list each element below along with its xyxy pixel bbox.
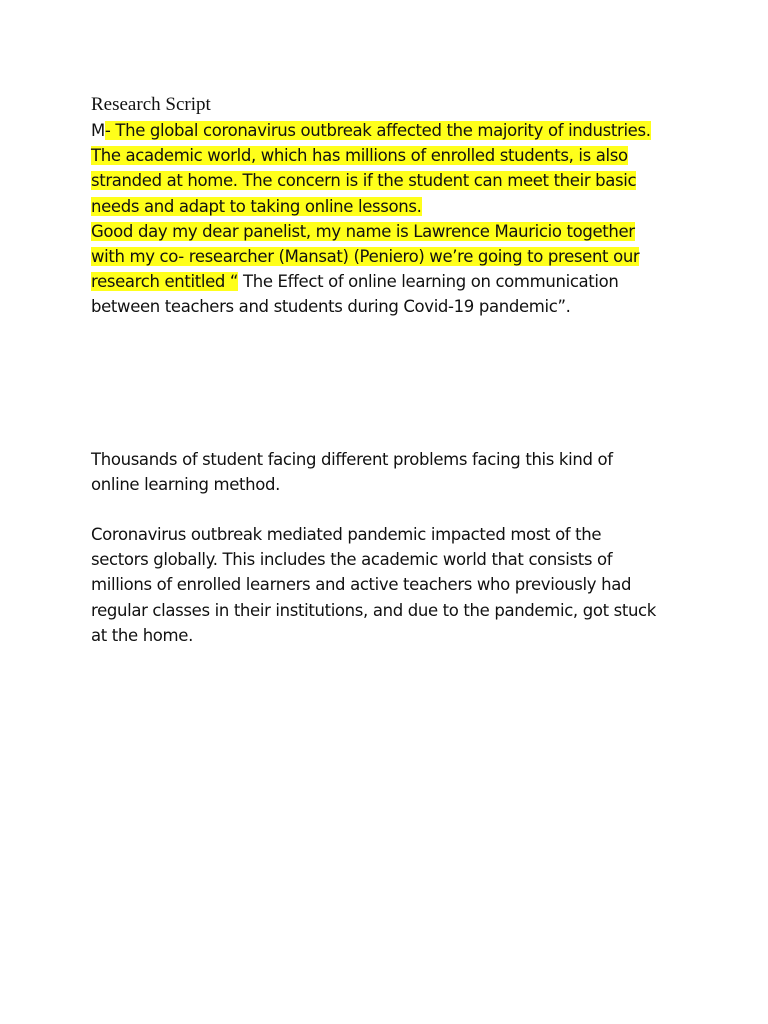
paragraph-line: online learning method. (91, 475, 281, 495)
document-title: Research Script (91, 94, 211, 115)
intro-line-1 (91, 118, 651, 143)
highlighted-text: Good day my dear panelist, my name is Lawrence Mauricio together (91, 221, 635, 241)
highlighted-text: research entitled “ (91, 272, 239, 292)
highlighted-text: The academic world, which has millions of enrolled students, is also (91, 146, 628, 166)
intro-line-5 (91, 219, 651, 244)
paragraph-line: regular classes in their institutions, and due to the pandemic, got stuck (91, 600, 656, 620)
intro-line-4 (91, 194, 651, 219)
research-title-text: between teachers and students during Covid-19 pandemic”. (91, 297, 571, 317)
speaker-prefix: M (91, 121, 105, 140)
intro-line-7 (91, 269, 651, 294)
intro-block (91, 118, 651, 320)
paragraph-line: at the home. (91, 625, 193, 645)
paragraph-coronavirus (91, 522, 656, 648)
intro-line-3 (91, 168, 651, 193)
paragraph-line: millions of enrolled learners and active teachers who previously had (91, 575, 632, 595)
paragraph-line: Thousands of student facing different problems facing this kind of (91, 450, 613, 469)
highlighted-text: - The global coronavirus outbreak affected the majority of industries. (104, 121, 651, 140)
paragraph-line: Coronavirus outbreak mediated pandemic impacted most of the (91, 525, 602, 544)
intro-line-6 (91, 244, 651, 269)
paragraph-thousands (91, 447, 613, 497)
paragraph-line: sectors globally. This includes the academic world that consists of (91, 550, 613, 570)
intro-line-8 (91, 294, 651, 319)
highlighted-text: with my co- researcher (Mansat) (Peniero) we’re going to present our (91, 246, 640, 266)
research-title-text: The Effect of online learning on communication (238, 272, 619, 292)
highlighted-text: needs and adapt to taking online lessons. (91, 196, 422, 216)
intro-line-2 (91, 143, 651, 168)
highlighted-text: stranded at home. The concern is if the student can meet their basic (91, 171, 637, 191)
